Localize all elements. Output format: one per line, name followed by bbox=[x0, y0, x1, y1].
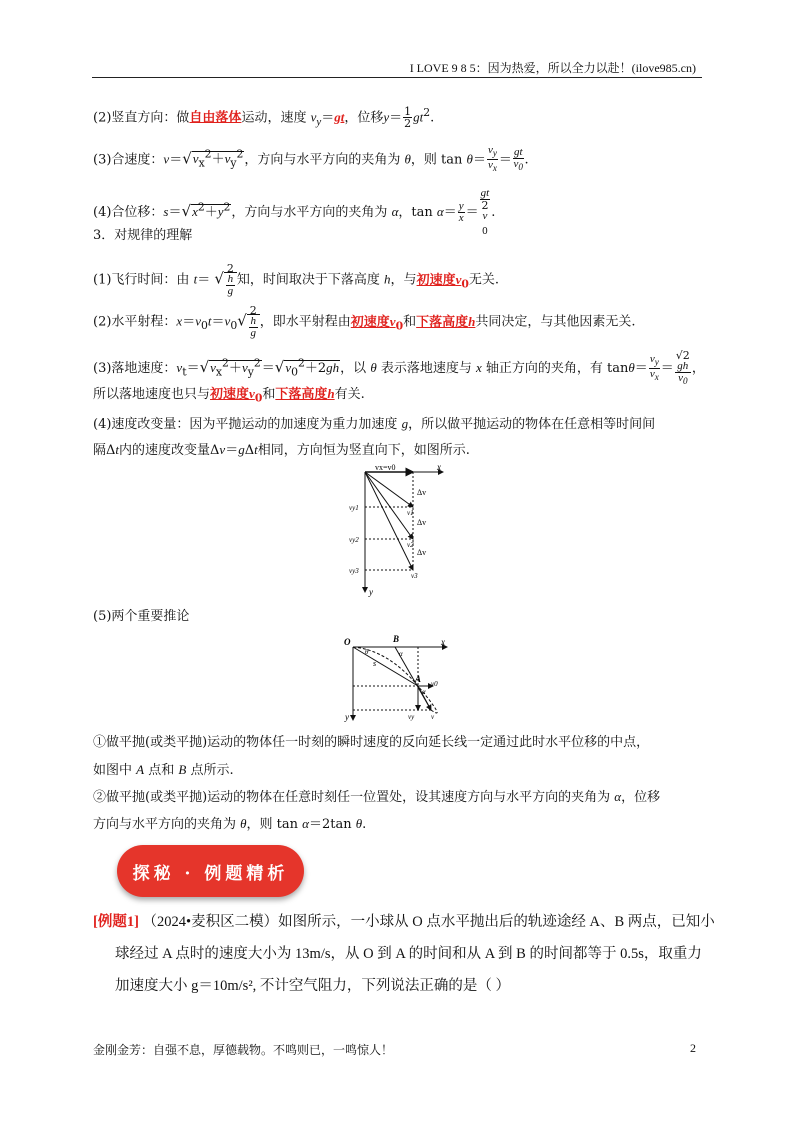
text: 和 bbox=[403, 314, 417, 330]
item-vertical-direction: (2)竖直方向：做自由落体运动，速度 $v_y=gt$，位移y＝ $\frac{1}{2}$ $gt^2$. bbox=[93, 105, 435, 131]
label-v0: v0 bbox=[431, 680, 438, 688]
label-s: s bbox=[373, 659, 377, 668]
label-dv3: Δv bbox=[417, 548, 427, 557]
inferences-title: (5)两个重要推论 bbox=[93, 609, 190, 624]
text: ，则 tan bbox=[246, 817, 299, 832]
text: 相同，方向恒为竖直向下，如图所示. bbox=[257, 443, 470, 458]
label-v3: v3 bbox=[411, 572, 418, 580]
text: 点和 bbox=[148, 763, 175, 778]
text: ，方向与水平方向的夹角为 bbox=[244, 152, 401, 168]
label-dv1: Δv bbox=[417, 488, 427, 497]
item-velocity-change-line2: 隔Δt内的速度改变量Δv＝gΔt相同，方向恒为竖直向下，如图所示. bbox=[93, 442, 470, 458]
text: ，tan bbox=[398, 205, 433, 221]
text: ②做平抛(或类平抛)运动的物体在任意时刻任一位置处，设其速度方向与水平方向的夹角为 bbox=[93, 790, 611, 805]
text: ，位移 bbox=[621, 790, 661, 805]
text: （2024•麦积区二模）如图所示，一小球从 O 点水平抛出后的轨迹途经 A、B 两点，已知小 bbox=[142, 914, 715, 930]
label-vx: vx=v0 bbox=[375, 463, 396, 472]
text: ，即水平射程由 bbox=[259, 314, 351, 330]
label-x: x bbox=[437, 462, 441, 472]
text: ，以 bbox=[340, 361, 367, 377]
v3-vector bbox=[365, 472, 413, 570]
label-v2: v2 bbox=[407, 541, 414, 549]
label-dv2: Δv bbox=[417, 518, 427, 527]
section-3-title: 3．对规律的理解 bbox=[93, 228, 193, 243]
text: (3)落地速度： bbox=[93, 361, 177, 377]
text: (2)竖直方向：做 bbox=[93, 110, 190, 126]
item-horizontal-range: (2)水平射程：$x=v_0t=v_0√$ 2 h g ，即水平射程由初速度$v_0$和下落高度h共同决定，与其他因素无关. bbox=[93, 304, 636, 339]
text: 点所示. bbox=[190, 763, 234, 778]
text: 内的速度改变量Δ bbox=[119, 443, 220, 458]
v2-vector bbox=[365, 472, 413, 539]
text: 轴正方向的夹角，有 tan bbox=[485, 361, 629, 377]
label-vy2: vy2 bbox=[349, 536, 359, 544]
item-combined-displacement: (4)合位移：$s=√x^2+y^2$，方向与水平方向的夹角为 α，tan α＝ $\frac{y}{x}$ ＝ gt 2 v $_0$ . bbox=[93, 187, 496, 238]
label-vy1: vy1 bbox=[349, 504, 359, 512]
text: 所以落地速度也只与 bbox=[93, 387, 211, 402]
text: 无关. bbox=[468, 272, 500, 288]
text: (2)水平射程： bbox=[93, 314, 177, 330]
text: 隔Δ bbox=[93, 443, 116, 458]
inference-2-line2: 方向与水平方向的夹角为 θ，则 tan α＝2tan θ. bbox=[93, 816, 367, 832]
text: ，与 bbox=[390, 272, 417, 288]
text: 运动，速度 bbox=[241, 110, 307, 126]
label-vy3: vy3 bbox=[349, 567, 359, 575]
text: (4)速度改变量：因为平抛运动的加速度为重力加速度 bbox=[93, 417, 398, 432]
text: ，则 tan bbox=[410, 152, 463, 168]
text: 表示落地速度与 bbox=[380, 361, 472, 377]
text: 有关. bbox=[334, 387, 365, 402]
section-badge: 探秘 · 例题精析 bbox=[117, 845, 304, 897]
text: 共同决定，与其他因素无关. bbox=[475, 314, 636, 330]
highlight-initial-velocity: 初速度 bbox=[350, 314, 390, 330]
inference-1: ①做平抛(或类平抛)运动的物体任一时刻的瞬时速度的反向延长线一定通过此时水平位移的中点， bbox=[93, 735, 650, 750]
highlight-fall-height: 下落高度 bbox=[416, 314, 469, 330]
item-landing-speed: (3)落地速度：$v_t=√v_x^2+v_y^2=√v_0^2+2gh$，以 θ 表示落地速度与 x 轴正方向的夹角，有 tanθ＝ $\frac{v_y}{v_x}$ ＝ √2 gh $v_0$ ， bbox=[93, 349, 705, 387]
label-B: B bbox=[393, 634, 400, 644]
highlight-fall-height: 下落高度 bbox=[275, 387, 328, 402]
label-vy: vy bbox=[408, 713, 415, 721]
item-landing-speed-line2: 所以落地速度也只与初速度$v_0$和下落高度h有关. bbox=[93, 386, 365, 405]
text: 知，时间取决于下落高度 bbox=[236, 272, 380, 288]
example-label: [例题1] bbox=[93, 914, 139, 930]
item-velocity-change: (4)速度改变量：因为平抛运动的加速度为重力加速度 g，所以做平抛运动的物体在任意相等时间间 bbox=[93, 416, 656, 432]
text: ，位移 bbox=[344, 110, 384, 126]
item-flight-time: (1)飞行时间：由 t＝ √ 2 h g 知，时间取决于下落高度 h，与初速度$v_0$无关. bbox=[93, 262, 500, 297]
v1-vector bbox=[365, 472, 413, 507]
label-y: y bbox=[369, 587, 373, 597]
item-combined-velocity: (3)合速度：$v=√v_x^2+v_y^2$，方向与水平方向的夹角为 θ，则 tan θ＝ $\frac{v_y}{v_x}$ ＝ $\frac{gt}{v_0}$ . bbox=[93, 144, 529, 174]
velocity-change-figure bbox=[345, 462, 450, 597]
header-rule bbox=[92, 77, 702, 78]
label-theta: θ bbox=[365, 648, 369, 656]
text: ＝2tan bbox=[309, 817, 352, 832]
highlight-initial-velocity: 初速度 bbox=[210, 387, 250, 402]
text: (4)合位移： bbox=[93, 205, 164, 221]
highlight-gt: gt bbox=[334, 109, 345, 125]
label-alpha-A: α bbox=[422, 688, 426, 696]
page-number: 2 bbox=[690, 1041, 696, 1055]
highlight-free-fall: 自由落体 bbox=[189, 110, 242, 126]
label-y: y bbox=[345, 712, 349, 722]
displacement-s bbox=[353, 647, 418, 686]
inference-figure bbox=[343, 632, 453, 724]
label-v1: v1 bbox=[407, 509, 414, 517]
page-footer: 金刚金芳：自强不息，厚德载物。不鸣则已，一鸣惊人！ bbox=[93, 1043, 394, 1057]
inference-2: ②做平抛(或类平抛)运动的物体在任意时刻任一位置处，设其速度方向与水平方向的夹角为 α，位移 bbox=[93, 789, 661, 805]
page-header: I LOVE 9 8 5：因为热爱，所以全力以赴！(ilove985.cn) bbox=[409, 61, 696, 75]
label-O: O bbox=[344, 637, 351, 647]
text: 如图中 bbox=[93, 763, 133, 778]
label-A: A bbox=[415, 674, 422, 684]
text: ，方向与水平方向的夹角为 bbox=[231, 205, 388, 221]
label-v: v bbox=[431, 713, 435, 721]
text: 和 bbox=[262, 387, 276, 402]
example-line-2: 球经过 A 点时的速度大小为 13m/s，从 O 到 A 的时间和从 A 到 B 的时间都等于 0.5s，取重力 bbox=[115, 946, 702, 962]
label-alpha: α bbox=[399, 650, 403, 658]
inference-1-line2: 如图中 A 点和 B 点所示. bbox=[93, 762, 234, 778]
text: ，所以做平抛运动的物体在任意相等时间间 bbox=[408, 417, 656, 432]
label-x: x bbox=[441, 637, 445, 647]
example-line-1 bbox=[93, 912, 715, 932]
text: (1)飞行时间：由 bbox=[93, 272, 190, 288]
example-line-3: 加速度大小 g＝10m/s², 不计空气阻力，下列说法正确的是（ ） bbox=[115, 978, 511, 994]
trajectory-curve bbox=[353, 647, 437, 713]
text: 方向与水平方向的夹角为 bbox=[93, 817, 237, 832]
highlight-initial-velocity: 初速度 bbox=[416, 272, 456, 288]
text: (3)合速度： bbox=[93, 152, 164, 168]
